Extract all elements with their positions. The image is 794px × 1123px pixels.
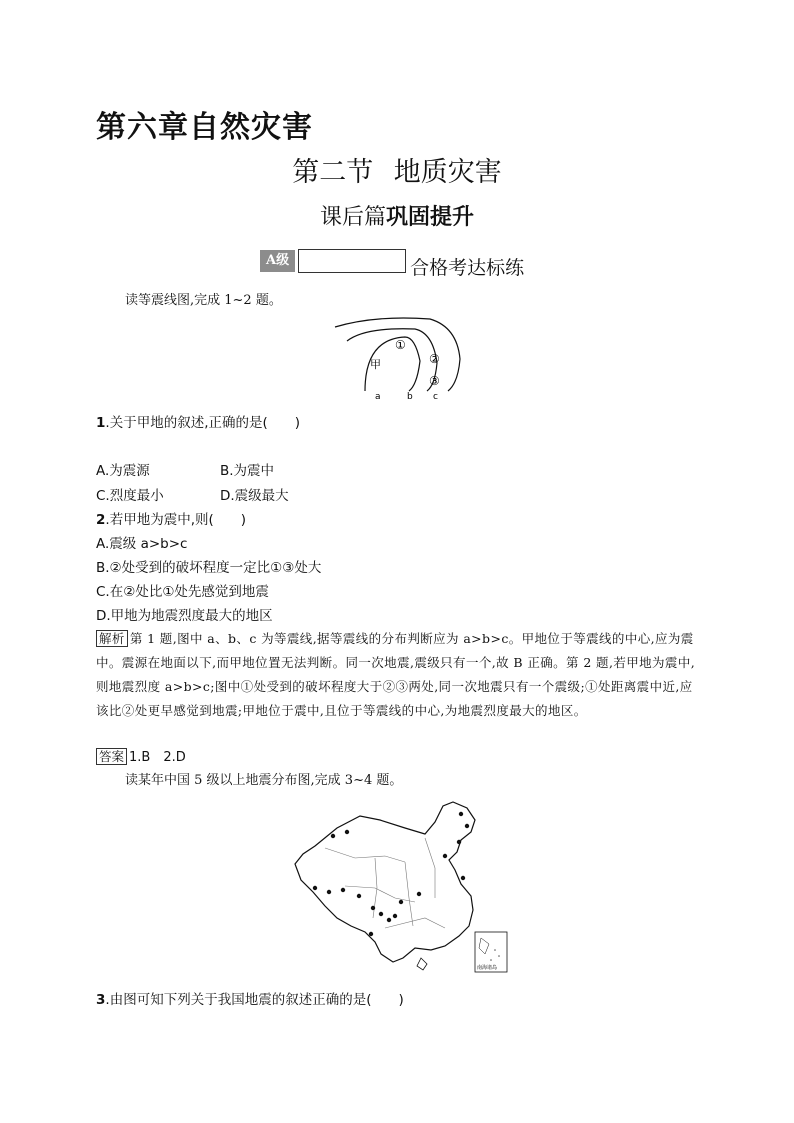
q2-option-d: D.甲地为地震烈度最大的地区 — [96, 608, 273, 624]
answer-tag: 答案 — [96, 748, 127, 765]
level-text: 合格考达标练 — [410, 256, 525, 279]
label-point-3: ③ — [429, 374, 440, 388]
explanation-text: 第 1 题,图中 a、b、c 为等震线,据等震线的分布判断应为 a>b>c。甲地位于等震线的中心,应为震中。震源在地面以下,而甲地位置无法判断。同一次地震,震级只有一个,故 B 正确。第 2 题,若甲地为震中,则地震烈度 a>b>c;图中①处受到的破坏程度大于②③两处,同一次地震只有一个震级;①处距离震中近,应该比②处更早感觉到地震;甲地位于震中,且位于等震线的中心,为地震烈度最大的地区。 — [96, 631, 696, 718]
level-tag: A级 — [260, 250, 295, 272]
china-outline — [295, 802, 475, 962]
subtitle — [0, 200, 794, 231]
question-2-stem: .若甲地为震中,则( ) — [105, 512, 247, 528]
answer-text: 1.B 2.D — [129, 750, 186, 765]
question-3-number: 3 — [96, 992, 106, 1008]
q1-option-d: D.震级最大 — [220, 488, 289, 504]
q2-option-b: B.②处受到的破坏程度一定比①③处大 — [96, 560, 322, 576]
q1-option-c: C.烈度最小 — [96, 488, 164, 504]
q2-option-a: A.震级 a>b>c — [96, 536, 188, 552]
section-name: 地质灾害 — [393, 157, 502, 188]
question-1 — [96, 411, 300, 431]
label-b: b — [407, 392, 413, 402]
label-c: c — [433, 392, 438, 402]
answer — [96, 746, 186, 765]
explanation — [96, 627, 700, 723]
isoseismal-figure — [325, 315, 475, 405]
q2-option-c: C.在②处比①处先感觉到地震 — [96, 584, 269, 600]
question-2 — [96, 508, 246, 528]
chapter-title: 第六章自然灾害 — [96, 110, 313, 145]
question-3 — [96, 988, 404, 1008]
intro-2: 读某年中国 5 级以上地震分布图,完成 3~4 题。 — [125, 773, 403, 788]
question-2-number: 2 — [96, 512, 106, 528]
subtitle-bold: 巩固提升 — [386, 205, 475, 230]
q1-option-b: B.为震中 — [220, 463, 275, 479]
china-earthquake-map — [285, 798, 515, 976]
question-3-stem: .由图可知下列关于我国地震的叙述正确的是( ) — [105, 992, 404, 1008]
question-1-stem: .关于甲地的叙述,正确的是( ) — [105, 415, 301, 431]
label-jia: 甲 — [370, 358, 381, 371]
inset-label: 南海诸岛 — [477, 965, 498, 971]
hainan-island — [417, 958, 427, 970]
section-title — [0, 150, 794, 189]
isoseismal-line-b — [347, 329, 437, 391]
label-point-1: ① — [395, 338, 406, 352]
subtitle-normal: 课后篇 — [319, 205, 386, 230]
section-number: 第二节 — [292, 157, 374, 188]
explanation-tag: 解析 — [96, 630, 128, 647]
level-header — [260, 247, 525, 279]
label-a: a — [375, 392, 381, 402]
question-1-number: 1 — [96, 415, 106, 431]
label-point-2: ② — [429, 352, 440, 366]
q1-option-a: A.为震源 — [96, 463, 150, 479]
intro-1: 读等震线图,完成 1~2 题。 — [125, 293, 282, 308]
level-box — [298, 249, 406, 273]
